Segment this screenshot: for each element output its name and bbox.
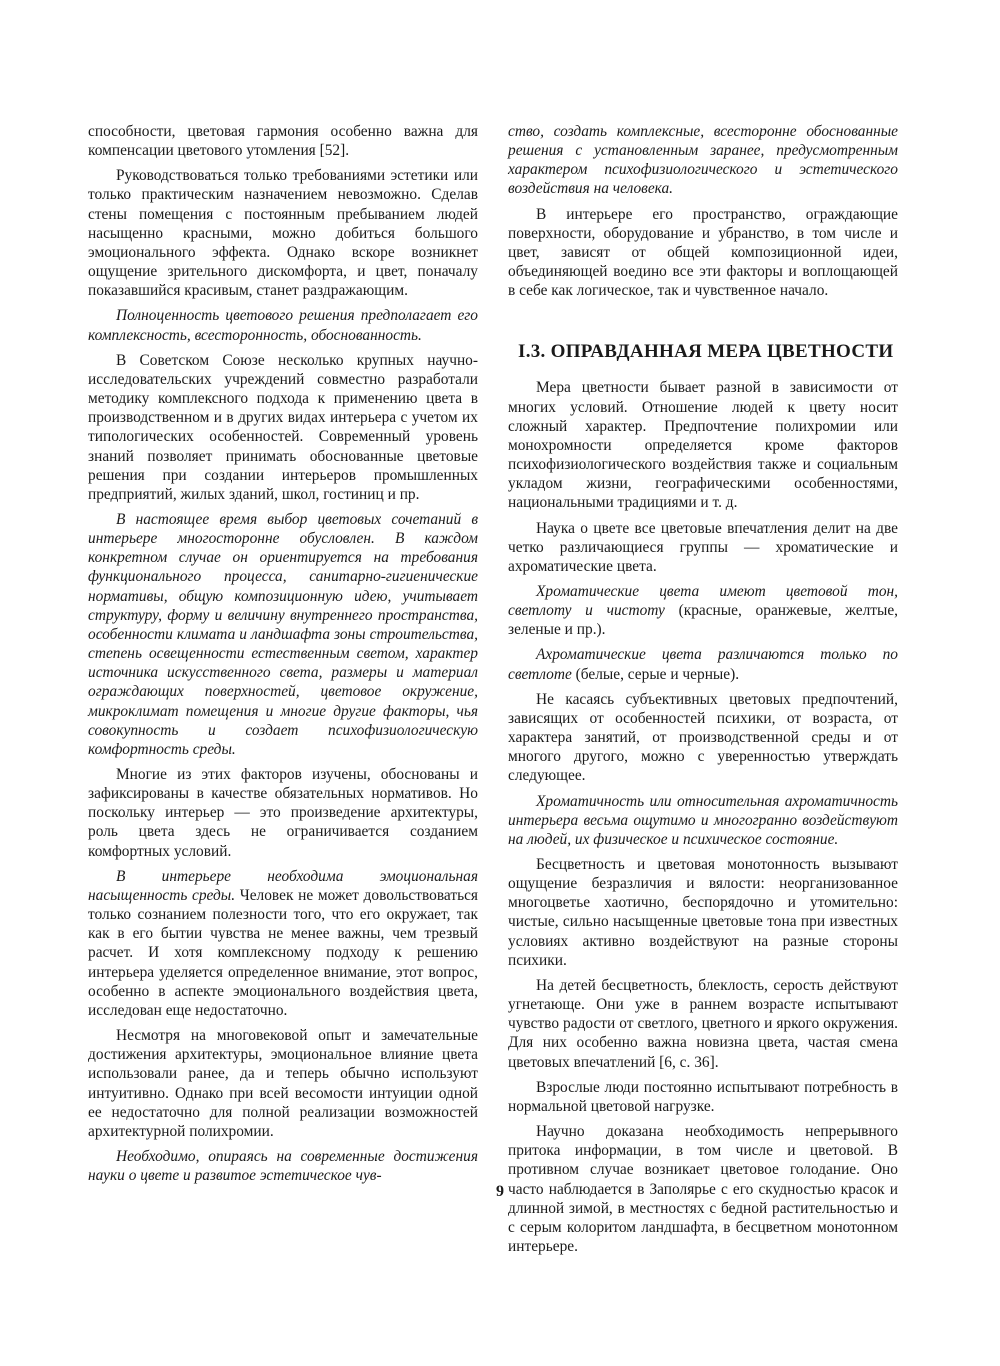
paragraph: Многие из этих факторов изучены, обоснованы и зафиксированы в качестве обязательных нормативов. Но поскольку интерьер — это произведение архитектуры, роль цвета здесь не ограничивается созданием комфортных условий. [88, 766, 478, 860]
page-number: 9 [496, 1183, 504, 1200]
paragraph: Научно доказана необходимость непрерывного притока информации, в том числе и цветовой. В противном случае возникает цветовое голодание. Оно часто наблюдается в Заполярье с его скудностью красок и длинной зимой, в местностях с бедной растительностью и с серым колоритом ландшафта, в бесцветном монотонном интерьере. [508, 1123, 898, 1255]
italic-paragraph: ство, создать комплексные, всесторонне обоснованные решения с установленным заранее, предусмотренным характером психофизиологического и эстетического воздействия на человека. [508, 123, 898, 198]
paragraph: Наука о цвете все цветовые впечатления делит на две четко различающиеся группы — хроматические и ахроматические цвета. [508, 519, 898, 575]
left-column [88, 122, 478, 1191]
right-column [508, 122, 898, 1262]
paragraph: В Советском Союзе несколько крупных научно-исследовательских учреждений совместно разработали методику комплексного подхода к применению цвета в производственном и в других видах интерьера с учетом их типологических особенностей. Современный уровень знаний позволяет принимать обоснованные цветовые решения при создании интерьеров промышленных предприятий, жилых зданий, школ, гостиниц и пр. [88, 351, 478, 503]
italic-lead: Ахроматические цвета различаются только по светлоте [508, 646, 898, 683]
italic-lead: Хроматические цвета имеют цветовой тон, светлоту и чистоту [508, 582, 898, 620]
paragraph: способности, цветовая гармония особенно важна для компенсации цветового утомления [52]. [88, 123, 478, 160]
italic-lead: В интерьере необходима эмоциональная насыщенность среды. [88, 867, 478, 904]
paragraph: Мера цветности бывает разной в зависимости от многих условий. Отношение людей к цвету носит сложный характер. Предпочтение полихромии или монохромности определяется кроме факторов психофизиологического воздействия также и социальным укладом жизни, географическими особенностями, национальными традициями и т. д. [508, 379, 898, 512]
italic-paragraph: В настоящее время выбор цветовых сочетаний в интерьере многосторонне обусловлен. В каждом конкретном случае он ориентируется на требования функционального процесса, санитарно-гигиенические нормативы, общую композиционную идею, учитывает структуру, форму и величину внутреннего пространства, особенности климата и ландшафта зоны строительства, степень освещенности естественным светом, характер источника искусственного света, размеры и материал ограждающих поверхностей, цветовое окружение, микроклимат помещения и многие другие факторы, чья совокупность и создает психофизиологическую комфортность среды. [88, 510, 478, 758]
paragraph: Взрослые люди постоянно испытывают потребность в нормальной цветовой нагрузке. [508, 1078, 898, 1115]
mixed-paragraph [88, 867, 478, 1020]
italic-paragraph: Полноценность цветового решения предполагает его комплексность, всесторонность, обоснованность. [88, 307, 478, 344]
paragraph: На детей бесцветность, блеклость, серость действуют угнетающе. Они уже в раннем возрасте испытывают чувство радости от светлого, цветного и яркого окружения. Для них особенно важна новизна цвета, частая смена цветовых впечатлений [6, с. 36]. [508, 976, 898, 1071]
italic-paragraph: Хроматичность или относительная ахроматичность интерьера весьма ощутимо и многогранно воздействуют на людей, их физическое и психическое состояние. [508, 792, 898, 848]
paragraph: В интерьере его пространство, ограждающие поверхности, оборудование и убранство, в том числе и цвет, зависят от общей композиционной идеи, объединяющей воедино все эти факторы и воплощающей в себе как логическое, так и чувственное начало. [508, 205, 898, 300]
paragraph-body: (красные, оранжевые, желтые, зеленые и пр.). [508, 602, 898, 639]
mixed-paragraph [508, 582, 898, 639]
paragraph-body: (белые, серые и черные). [571, 665, 740, 683]
italic-paragraph: Необходимо, опираясь на современные достижения науки о цвете и развитое эстетическое чув- [88, 1147, 478, 1185]
section-heading: I.3. ОПРАВДАННАЯ МЕРА ЦВЕТНОСТИ [518, 341, 894, 363]
paragraph-body: Человек не может довольствоваться только сознанием полезности того, что его окружает, так как в его бытии чувства не менее важны, чем трезвый расчет. И хотя комплексному подходу к решению интерьера уделяется определенное внимание, этот вопрос, особенно в аспекте эмоционального воздействия цвета, исследован еще недостаточно. [88, 886, 478, 1019]
paragraph: Несмотря на многовековой опыт и замечательные достижения архитектуры, эмоциональное влияние цвета использовали ранее, да и теперь обычно используют интуитивно. Однако при всей весомости интуиции одной ее недостаточно для полной реализации возможностей архитектурной полихромии. [88, 1027, 478, 1140]
paragraph: Бесцветность и цветовая монотонность вызывают ощущение безразличия и вялости: неорганизованное многоцветье хаотично, беспорядочно и утомительно: чистые, сильно насыщенные цветовые тона при известных условиях активно воздействуют на разные стороны психики. [508, 856, 898, 969]
mixed-paragraph [508, 645, 898, 683]
paragraph: Руководствоваться только требованиями эстетики или только практическим назначением невозможно. Сделав стены помещения с постоянным пребыванием людей насыщенно красными, можно добиться большого эмоционального эффекта. Однако вскоре возникнет ощущение зрительного дискомфорта, и цвет, поначалу показавшийся красивым, станет раздражающим. [88, 167, 478, 300]
paragraph: Не касаясь субъективных цветовых предпочтений, зависящих от особенностей психики, от возраста, от характера занятий, от производственной среды и от многого другого, можно с уверенностью утверждать следующее. [508, 690, 898, 785]
